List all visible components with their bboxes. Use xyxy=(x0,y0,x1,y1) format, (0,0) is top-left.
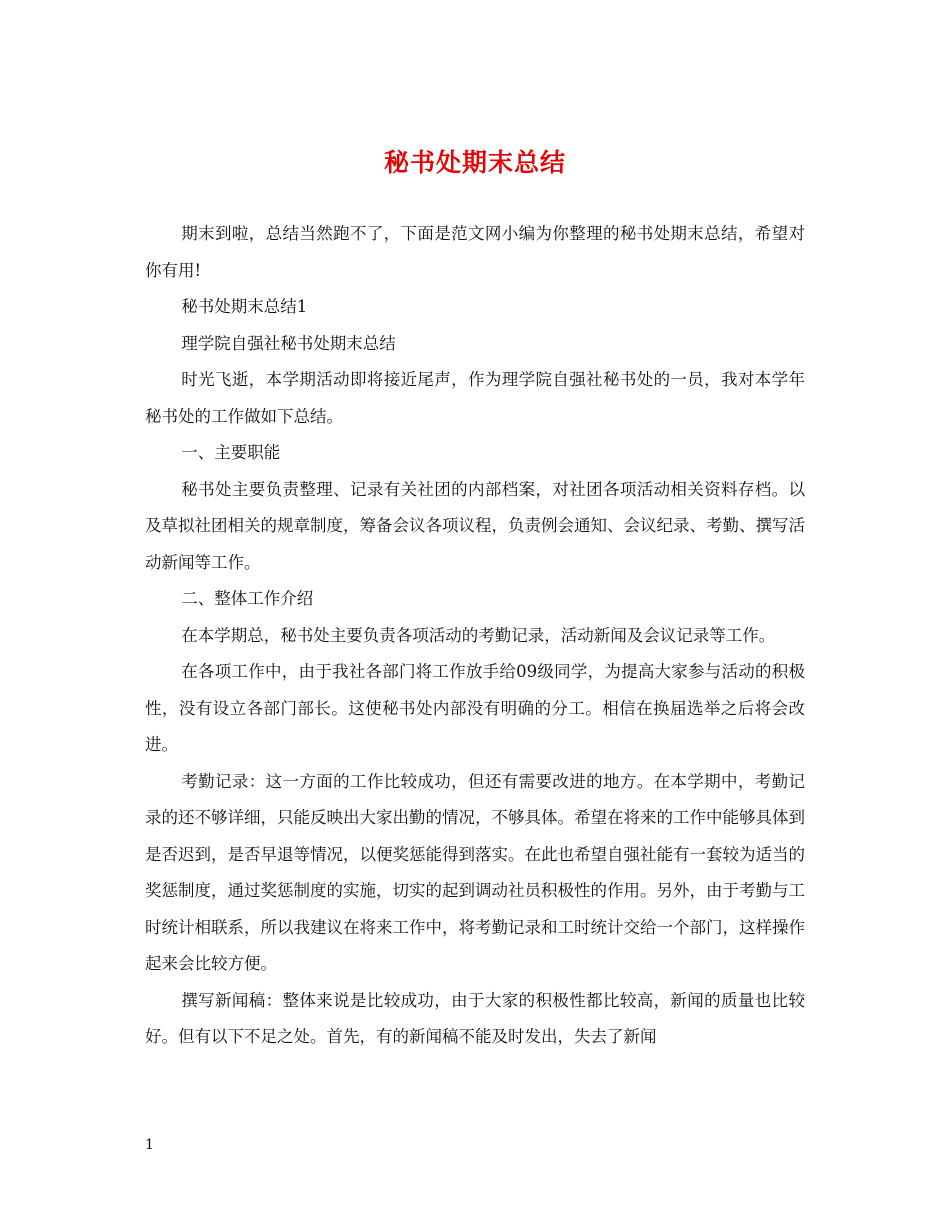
paragraph-work-summary: 在本学期总，秘书处主要负责各项活动的考勤记录，活动新闻及会议记录等工作。 xyxy=(181,625,776,645)
paragraph-news-writing: 撰写新闻稿：整体来说是比较成功，由于大家的积极性都比较高，新闻的质量也比较好。但有以下不足之处。首先，有的新闻稿不能及时发出，失去了新闻 xyxy=(145,990,805,1046)
paragraph-functions: 秘书处主要负责整理、记录有关社团的内部档案，对社团各项活动相关资料存档。以及草拟社团相关的规章制度，筹备会议各项议程，负责例会通知、会议纪录、考勤、撰写活动新闻等工作。 xyxy=(145,479,805,572)
heading-work-overview: 二、整体工作介绍 xyxy=(181,589,314,608)
paragraph-section-heading: 秘书处期末总结1 xyxy=(181,297,308,316)
document-body xyxy=(145,216,805,1056)
document-title: 秘书处期末总结 xyxy=(383,148,566,177)
page-number: 1 xyxy=(145,1137,154,1153)
paragraph-intro: 期末到啦，总结当然跑不了，下面是范文网小编为你整理的秘书处期末总结，希望对你有用! xyxy=(145,224,805,280)
paragraph-opening: 时光飞逝，本学期活动即将接近尾声，作为理学院自强社秘书处的一员，我对本学年秘书处的工作做如下总结。 xyxy=(145,370,805,426)
heading-main-functions: 一、主要职能 xyxy=(181,443,281,462)
paragraph-division-of-work: 在各项工作中，由于我社各部门将工作放手给09级同学，为提高大家参与活动的积极性，没有设立各部门部长。这使秘书处内部没有明确的分工。相信在换届选举之后将会改进。 xyxy=(145,662,805,754)
paragraph-subtitle: 理学院自强社秘书处期末总结 xyxy=(181,333,396,353)
paragraph-attendance: 考勤记录：这一方面的工作比较成功，但还有需要改进的地方。在本学期中，考勤记录的还不够详细，只能反映出大家出勤的情况，不够具体。希望在将来的工作中能够具体到是否迟到，是否早退等情况，以便奖惩能得到落实。在此也希望自强社能有一套较为适当的奖惩制度，通过奖惩制度的实施，切实的起到调动社员积极性的作用。另外，由于考勤与工时统计相联系，所以我建议在将来工作中，将考勤记录和工时统计交给一个部门，这样操作起来会比较方便。 xyxy=(145,771,805,973)
